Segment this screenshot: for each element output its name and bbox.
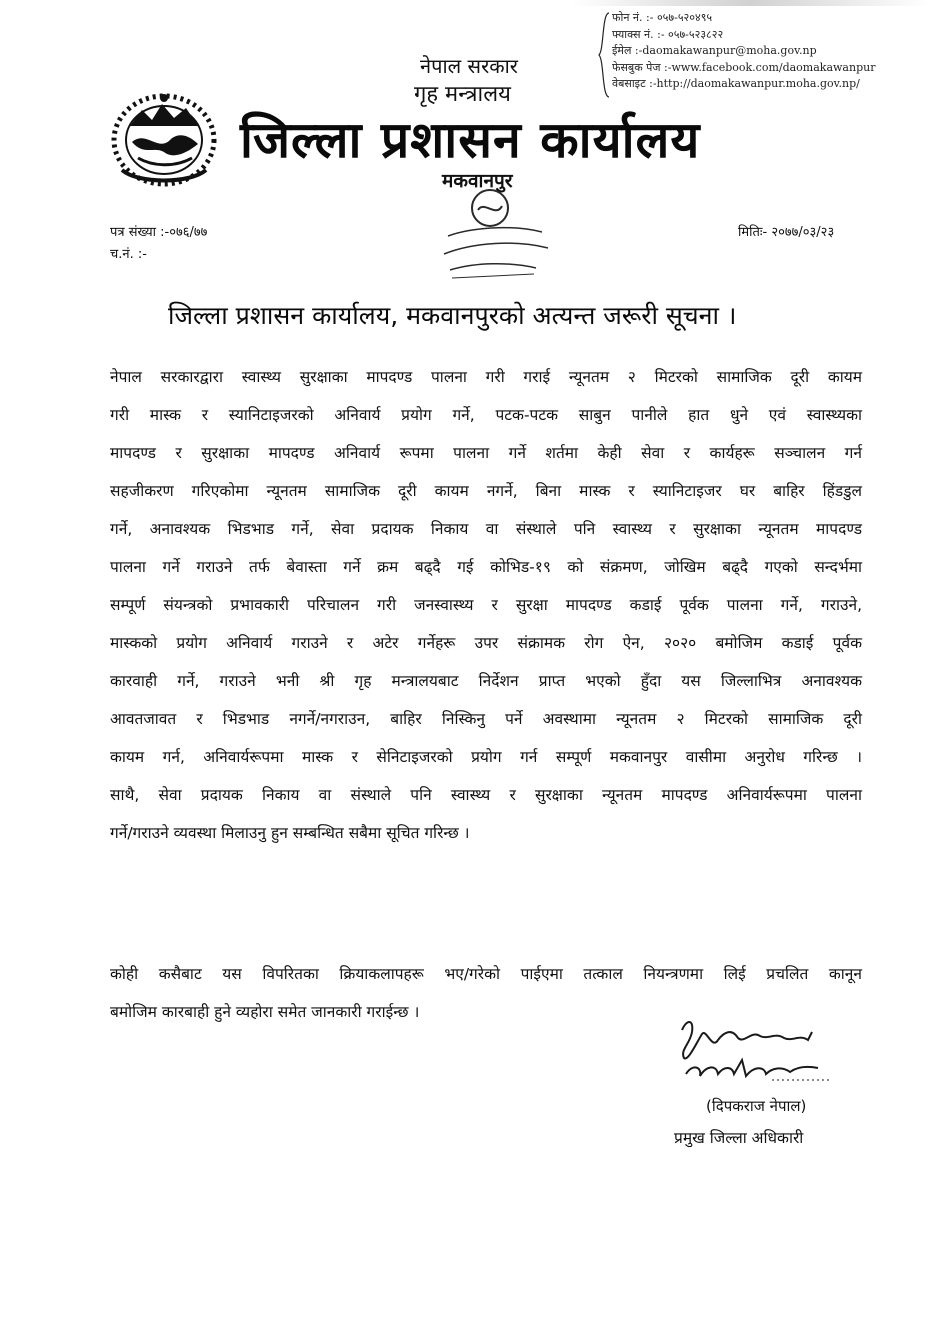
notice-title: जिल्ला प्रशासन कार्यालय, मकवानपुरको अत्यन्त जरूरी सूचना । [168,301,737,330]
office-name: जिल्ला प्रशासन कार्यालय [240,111,701,169]
notice-paragraph-1 [110,358,862,852]
letter-number: पत्र संख्या :-०७६/७७ [110,225,208,240]
contact-email: ईमेल :-daomakawanpur@moha.gov.np [612,44,817,57]
reference-block [110,222,207,266]
paragraph-line: सहजीकरण गरिएकोमा न्यूनतम सामाजिक दूरी कायम नगर्ने, बिना मास्क र स्यानिटाइजर घर बाहिर हिंडडुल [110,482,862,500]
contact-facebook: फेसबुक पेज :-www.facebook.com/daomakawanpur [612,60,876,74]
paragraph-line: गर्ने, अनावश्यक भिडभाड गर्ने, सेवा प्रदायक निकाय वा संस्थाले पनि स्वास्थ्य र सुरक्षाका न्यूनतम मापदण्ड [110,520,862,538]
ministry-name: गृह मन्त्रालय [414,82,511,107]
paragraph-line: बमोजिम कारबाही हुने व्यहोरा समेत जानकारी गराईन्छ । [110,1003,420,1021]
paragraph-line: पालना गर्ने गराउने तर्फ बेवास्ता गर्ने क्रम बढ्दै गई कोभिड-१९ को संक्रमण, जोखिम बढ्दै गएको सन्दर्भमा [110,558,862,576]
signatory-name: (दिपकराज नेपाल) [706,1097,807,1115]
paragraph-line: मापदण्ड र सुरक्षाका मापदण्ड अनिवार्य रूपमा पालना गर्ने शर्तमा केही सेवा र कार्यहरू सञ्चालन गर्न [110,444,862,462]
paragraph-line: मास्कको प्रयोग अनिवार्य गराउने र अटेर गर्नेहरू उपर संक्रामक रोग ऐन, २०२० बमोजिम कडाई पूर्वक [110,634,862,652]
contact-phone: फोन नं. :- ०५७-५२०४९५ [612,11,713,24]
paragraph-line: गर्ने/गराउने व्यवस्था मिलाउनु हुन सम्बन्धित सबैमा सूचित गरिन्छ । [110,824,470,842]
paragraph-line: साथै, सेवा प्रदायक निकाय वा संस्थाले पनि स्वास्थ्य र सुरक्षाका न्यूनतम मापदण्ड अनिवार्यरूपमा पालना [110,786,862,804]
handwritten-signature [672,1010,852,1090]
scan-smudge [570,0,930,6]
paragraph-line: गरी मास्क र स्यानिटाइजरको अनिवार्य प्रयोग गर्ने, पटक-पटक साबुन पानीले हात धुने एवं स्वास्थ्यका [110,406,862,424]
dispatch-number: च.नं. :- [110,247,147,262]
paragraph-line: कारवाही गर्ने, गराउने भनी श्री गृह मन्त्रालयबाट निर्देशन प्राप्त भएको हुँदा यस जिल्लाभित्र अनावश्यक [110,672,862,690]
paragraph-line: कोही कसैबाट यस विपरितका क्रियाकलापहरू भए/गरेको पाईएमा तत्काल नियन्त्रणमा लिई प्रचलित कानून [110,965,862,983]
signatory-title: प्रमुख जिल्ला अधिकारी [674,1129,804,1147]
contact-website: वेबसाइट :-http://daomakawanpur.moha.gov.np/ [612,77,860,90]
office-stamp [430,178,560,288]
paragraph-line: नेपाल सरकारद्वारा स्वास्थ्य सुरक्षाका मापदण्ड पालना गरी गराई न्यूनतम २ मिटरको सामाजिक दूरी कायम [110,368,862,386]
contact-block [612,10,932,93]
nepal-emblem-icon [108,86,220,190]
paragraph-line: सम्पूर्ण संयन्त्रको प्रभावकारी परिचालन गरी जनस्वास्थ्य र सुरक्षा मापदण्ड कडाई पूर्वक पालना गर्ने, गराउने, [110,596,862,614]
brace-icon [598,12,610,98]
paragraph-line: कायम गर्न, अनिवार्यरूपमा मास्क र सेनिटाइजरको प्रयोग गर्न सम्पूर्ण मकवानपुर वासीमा अनुरोध गरिन्छ । [110,748,862,766]
paragraph-line: आवतजावत र भिडभाड नगर्ने/नगराउन, बाहिर निस्किनु पर्ने अवस्थामा न्यूनतम २ मिटरको सामाजिक दूरी [110,710,862,728]
contact-fax: फ्याक्स नं. :- ०५७-५२३८२२ [612,27,724,41]
letter-date: मितिः- २०७७/०३/२३ [738,225,835,240]
government-name: नेपाल सरकार [420,54,518,78]
district-name: मकवानपुर [442,170,513,192]
